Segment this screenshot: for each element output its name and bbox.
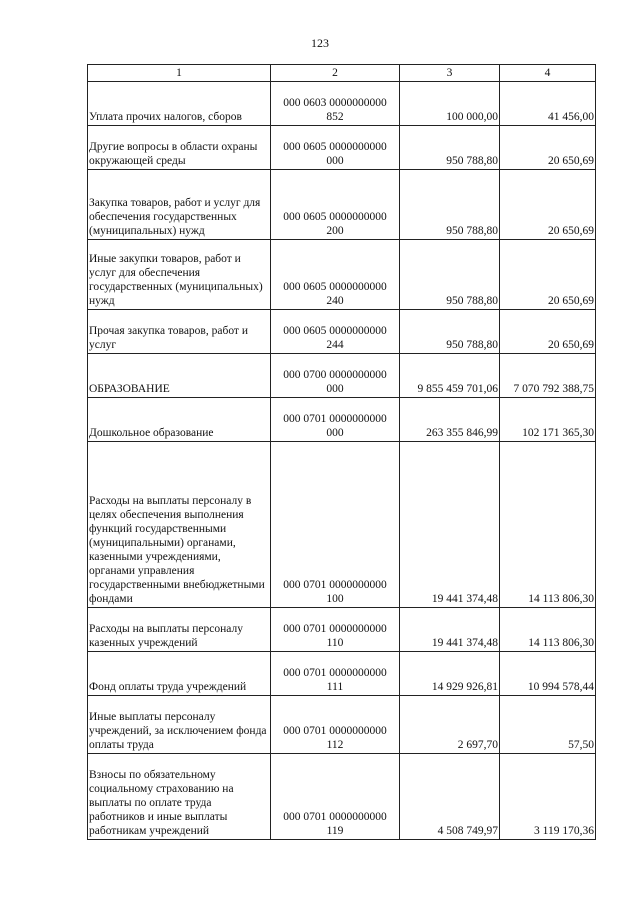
code-line-2: 110 [326, 637, 344, 649]
code-line-1: 000 0603 0000000000 [283, 97, 387, 109]
row-code-cell [271, 240, 400, 310]
code-line-2: 200 [326, 225, 344, 237]
row-amount-exec-cell: 3 119 170,36 [500, 754, 596, 840]
row-amount-exec-cell: 14 113 806,30 [500, 608, 596, 652]
row-name-cell: Иные закупки товаров, работ и услуг для обеспечения государственных (муниципальных) нужд [88, 240, 271, 310]
budget-table [87, 64, 596, 840]
table-row [88, 696, 596, 754]
row-code-cell [271, 310, 400, 354]
table-row [88, 240, 596, 310]
code-line-2: 244 [326, 339, 344, 351]
row-code-cell [271, 696, 400, 754]
row-name-cell: ОБРАЗОВАНИЕ [88, 354, 271, 398]
row-amount-exec-cell: 57,50 [500, 696, 596, 754]
row-name-cell: Иные выплаты персоналу учреждений, за исключением фонда оплаты труда [88, 696, 271, 754]
table-row [88, 652, 596, 696]
row-name-cell: Фонд оплаты труда учреждений [88, 652, 271, 696]
code-line-1: 000 0701 0000000000 [283, 667, 387, 679]
row-amount-plan-cell: 100 000,00 [400, 82, 500, 126]
row-name-cell: Дошкольное образование [88, 398, 271, 442]
code-line-2: 000 [326, 383, 344, 395]
column-header-1: 1 [88, 65, 271, 82]
row-code-cell [271, 126, 400, 170]
code-line-2: 100 [326, 593, 344, 605]
code-line-1: 000 0605 0000000000 [283, 211, 387, 223]
code-line-1: 000 0701 0000000000 [283, 413, 387, 425]
page-number: 123 [311, 36, 329, 50]
row-name-cell: Прочая закупка товаров, работ и услуг [88, 310, 271, 354]
row-name-cell: Расходы на выплаты персоналу в целях обеспечения выполнения функций государственными (муниципальными) органами, казенными учреждениями, органами управления государственными внебюджетными фондами [88, 442, 271, 608]
row-amount-exec-cell: 20 650,69 [500, 170, 596, 240]
code-line-2: 111 [326, 681, 344, 693]
code-line-2: 112 [326, 739, 344, 751]
code-line-1: 000 0700 0000000000 [283, 369, 387, 381]
row-amount-exec-cell: 41 456,00 [500, 82, 596, 126]
row-name-cell: Уплата прочих налогов, сборов [88, 82, 271, 126]
row-amount-plan-cell: 14 929 926,81 [400, 652, 500, 696]
row-amount-plan-cell: 950 788,80 [400, 310, 500, 354]
row-amount-plan-cell: 950 788,80 [400, 240, 500, 310]
row-name-cell: Расходы на выплаты персоналу казенных учреждений [88, 608, 271, 652]
code-line-2: 000 [326, 155, 344, 167]
row-name-cell: Взносы по обязательному социальному страхованию на выплаты по оплате труда работников и иные выплаты работникам учреждений [88, 754, 271, 840]
code-line-1: 000 0605 0000000000 [283, 325, 387, 337]
code-line-2: 000 [326, 427, 344, 439]
row-code-cell [271, 652, 400, 696]
code-line-1: 000 0701 0000000000 [283, 725, 387, 737]
row-code-cell [271, 754, 400, 840]
row-amount-plan-cell: 4 508 749,97 [400, 754, 500, 840]
row-code-cell [271, 398, 400, 442]
code-line-2: 119 [326, 825, 344, 837]
row-amount-exec-cell: 10 994 578,44 [500, 652, 596, 696]
code-line-1: 000 0701 0000000000 [283, 623, 387, 635]
row-amount-plan-cell: 950 788,80 [400, 170, 500, 240]
row-amount-exec-cell: 14 113 806,30 [500, 442, 596, 608]
column-header-3: 3 [400, 65, 500, 82]
code-line-2: 240 [326, 295, 344, 307]
table-header-row [88, 65, 596, 82]
row-name-cell: Закупка товаров, работ и услуг для обеспечения государственных (муниципальных) нужд [88, 170, 271, 240]
table-row [88, 754, 596, 840]
row-code-cell [271, 82, 400, 126]
row-amount-plan-cell: 263 355 846,99 [400, 398, 500, 442]
code-line-1: 000 0701 0000000000 [283, 579, 387, 591]
table-row [88, 126, 596, 170]
row-code-cell [271, 170, 400, 240]
row-amount-plan-cell: 950 788,80 [400, 126, 500, 170]
row-amount-exec-cell: 20 650,69 [500, 240, 596, 310]
code-line-1: 000 0605 0000000000 [283, 141, 387, 153]
table-row [88, 398, 596, 442]
table-row [88, 608, 596, 652]
row-amount-exec-cell: 102 171 365,30 [500, 398, 596, 442]
table-row [88, 170, 596, 240]
row-amount-plan-cell: 19 441 374,48 [400, 442, 500, 608]
column-header-2: 2 [271, 65, 400, 82]
table-row [88, 82, 596, 126]
table-row [88, 310, 596, 354]
code-line-1: 000 0701 0000000000 [283, 811, 387, 823]
row-amount-plan-cell: 9 855 459 701,06 [400, 354, 500, 398]
code-line-2: 852 [326, 111, 344, 123]
row-amount-plan-cell: 2 697,70 [400, 696, 500, 754]
row-name-cell: Другие вопросы в области охраны окружающей среды [88, 126, 271, 170]
row-amount-exec-cell: 7 070 792 388,75 [500, 354, 596, 398]
row-amount-exec-cell: 20 650,69 [500, 310, 596, 354]
row-code-cell [271, 354, 400, 398]
column-header-4: 4 [500, 65, 596, 82]
row-amount-exec-cell: 20 650,69 [500, 126, 596, 170]
code-line-1: 000 0605 0000000000 [283, 281, 387, 293]
row-code-cell [271, 608, 400, 652]
table-row [88, 354, 596, 398]
row-code-cell [271, 442, 400, 608]
row-amount-plan-cell: 19 441 374,48 [400, 608, 500, 652]
table-row [88, 442, 596, 608]
